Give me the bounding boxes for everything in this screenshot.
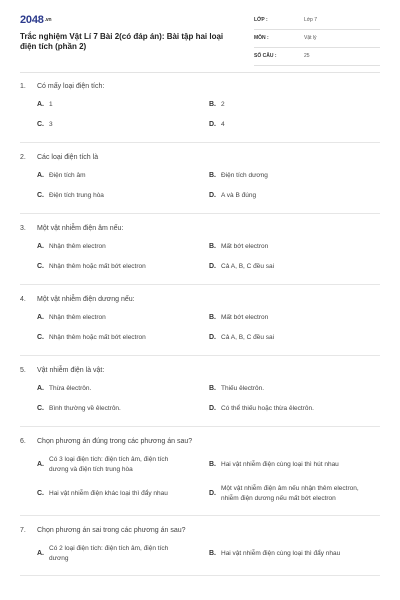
option-letter: A.: [37, 314, 44, 321]
meta-value: Lớp 7: [304, 17, 318, 23]
answer-option[interactable]: [209, 460, 379, 470]
option-letter: A.: [37, 172, 44, 179]
answer-options: [20, 384, 380, 414]
option-text: Nhận thêm hoặc mất bớt electron: [49, 263, 146, 270]
option-letter: A.: [37, 460, 44, 468]
answer-option[interactable]: [209, 262, 379, 272]
site-logo[interactable]: [20, 14, 51, 26]
answer-options: [20, 455, 380, 503]
option-letter: C.: [37, 121, 44, 128]
option-text: Mất bớt electron: [221, 314, 269, 321]
option-text: Thừa êlectrôn.: [49, 385, 92, 392]
option-letter: B.: [209, 385, 216, 392]
option-text: Thiếu êlectrôn.: [221, 385, 264, 392]
option-letter: A.: [37, 101, 44, 108]
question-item: [20, 526, 380, 576]
question-number: 5.: [20, 367, 26, 374]
option-text: Điện tích dương: [221, 172, 268, 179]
option-text: A và B đúng: [221, 192, 257, 199]
answer-row: [20, 262, 380, 272]
answer-row: [20, 120, 380, 130]
question-text: [20, 526, 380, 536]
option-text: Có thể thiếu hoặc thừa êlectrôn.: [221, 405, 314, 412]
option-text: 2: [221, 101, 225, 108]
meta-row-subject: [254, 32, 380, 48]
option-text: Mất bớt electron: [221, 243, 269, 250]
option-letter: D.: [209, 121, 216, 128]
answer-row: [20, 171, 380, 181]
question-number: 7.: [20, 527, 26, 534]
question-item: [20, 153, 380, 214]
option-text: Bình thường về êlectrôn.: [49, 405, 121, 412]
answer-option[interactable]: [209, 333, 379, 343]
option-letter: B.: [209, 101, 216, 108]
option-text: Có 2 loại điện tích: điện tích âm, điện tích dương: [49, 545, 169, 562]
answer-row: [20, 544, 380, 563]
option-letter: A.: [37, 385, 44, 392]
meta-label: LỚP :: [254, 17, 268, 23]
question-item: [20, 366, 380, 427]
answer-option[interactable]: [209, 100, 379, 110]
logo-suffix: .vn: [44, 17, 52, 23]
answer-option[interactable]: [209, 484, 379, 503]
answer-option[interactable]: [37, 313, 209, 323]
answer-option[interactable]: [37, 489, 209, 499]
answer-option[interactable]: [37, 384, 209, 394]
question-number: 1.: [20, 83, 26, 90]
answer-option[interactable]: [209, 171, 379, 181]
answer-row: [20, 333, 380, 343]
option-letter: B.: [209, 172, 216, 179]
answer-row: [20, 100, 380, 110]
option-text: Cả A, B, C đều sai: [221, 334, 275, 341]
meta-row-class: [254, 14, 380, 30]
option-text: 4: [221, 121, 225, 128]
question-item: [20, 224, 380, 285]
option-text: Có 3 loại điện tích: điện tích âm, điện tích dương và điện tích trung hòa: [49, 456, 169, 473]
answer-option[interactable]: [37, 100, 209, 110]
question-text: [20, 366, 380, 376]
question-text: [20, 224, 380, 234]
meta-label: MÔN :: [254, 35, 269, 41]
answer-option[interactable]: [37, 455, 209, 474]
answer-row: [20, 191, 380, 201]
answer-row: [20, 242, 380, 252]
option-letter: D.: [209, 405, 216, 412]
question-label: Vật nhiễm điện là vật:: [37, 367, 105, 374]
option-letter: D.: [209, 489, 216, 497]
answer-option[interactable]: [209, 549, 379, 559]
answer-option[interactable]: [209, 313, 379, 323]
option-text: 3: [49, 121, 53, 128]
meta-label: SỐ CÂU :: [254, 53, 277, 59]
question-number: 3.: [20, 225, 26, 232]
option-letter: C.: [37, 489, 44, 497]
question-text: [20, 153, 380, 163]
answer-option[interactable]: [209, 404, 379, 414]
option-letter: D.: [209, 334, 216, 341]
answer-option[interactable]: [37, 120, 209, 130]
question-text: [20, 295, 380, 305]
answer-options: [20, 100, 380, 130]
answer-option[interactable]: [37, 262, 209, 272]
option-text: Một vật nhiễm điện âm nếu nhận thêm electron, nhiễm điện dương nếu mất bớt electron: [221, 485, 359, 502]
option-letter: A.: [37, 549, 44, 557]
question-text: [20, 82, 380, 92]
option-letter: B.: [209, 243, 216, 250]
question-label: Chọn phương án sai trong các phương án sau?: [37, 527, 186, 534]
question-label: Một vật nhiễm điện dương nếu:: [37, 296, 135, 303]
option-letter: A.: [37, 243, 44, 250]
answer-option[interactable]: [37, 404, 209, 414]
question-number: 4.: [20, 296, 26, 303]
meta-value: 25: [304, 53, 310, 59]
option-letter: D.: [209, 192, 216, 199]
quiz-title: Trắc nghiệm Vật Lí 7 Bài 2(có đáp án): Bài tập hai loại điện tích (phần 2): [20, 32, 224, 51]
answer-option[interactable]: [37, 171, 209, 181]
answer-row: [20, 404, 380, 414]
option-letter: C.: [37, 405, 44, 412]
logo-text: 2048: [20, 14, 44, 26]
question-label: Có mấy loại điện tích:: [37, 83, 105, 90]
answer-option[interactable]: [37, 544, 209, 563]
question-number: 6.: [20, 438, 26, 445]
option-text: Hai vật nhiễm điện cùng loại thì đẩy nhau: [221, 549, 341, 557]
option-text: Nhận thêm electron: [49, 243, 106, 250]
answer-row: [20, 455, 380, 474]
quiz-meta: [254, 14, 380, 68]
answer-option[interactable]: [209, 120, 379, 130]
option-text: Điện tích âm: [49, 172, 86, 179]
answer-option[interactable]: [209, 242, 379, 252]
answer-option[interactable]: [37, 242, 209, 252]
answer-row: [20, 484, 380, 503]
question-item: [20, 295, 380, 356]
answer-options: [20, 242, 380, 272]
option-letter: B.: [209, 549, 216, 557]
meta-row-count: [254, 50, 380, 66]
answer-row: [20, 384, 380, 394]
option-letter: B.: [209, 314, 216, 321]
answer-options: [20, 313, 380, 343]
header-divider: [20, 72, 380, 73]
answer-options: [20, 171, 380, 201]
answer-option[interactable]: [209, 384, 379, 394]
option-text: Điện tích trung hòa: [49, 192, 104, 199]
answer-options: [20, 544, 380, 563]
answer-option[interactable]: [37, 333, 209, 343]
answer-option[interactable]: [209, 191, 379, 201]
option-text: Nhận thêm hoặc mất bớt electron: [49, 334, 146, 341]
question-item: [20, 437, 380, 516]
option-text: Hai vật nhiễm điện khác loại thì đẩy nhau: [49, 489, 168, 497]
quiz-header: [20, 14, 380, 74]
answer-row: [20, 313, 380, 323]
option-text: Cả A, B, C đều sai: [221, 263, 275, 270]
question-label: Một vật nhiễm điện âm nếu:: [37, 225, 124, 232]
option-text: Hai vật nhiễm điện cùng loại thì hút nhau: [221, 460, 339, 468]
option-letter: C.: [37, 334, 44, 341]
option-letter: B.: [209, 460, 216, 468]
answer-option[interactable]: [37, 191, 209, 201]
option-text: Nhận thêm electron: [49, 314, 106, 321]
question-list: [20, 82, 380, 586]
option-letter: D.: [209, 263, 216, 270]
option-text: 1: [49, 101, 53, 108]
question-text: [20, 437, 380, 447]
meta-value: Vật lý: [304, 35, 317, 41]
option-letter: C.: [37, 263, 44, 270]
question-label: Chọn phương án đúng trong các phương án sau?: [37, 438, 193, 445]
option-letter: C.: [37, 192, 44, 199]
question-number: 2.: [20, 154, 26, 161]
question-label: Các loại điện tích là: [37, 154, 99, 161]
question-item: [20, 82, 380, 143]
